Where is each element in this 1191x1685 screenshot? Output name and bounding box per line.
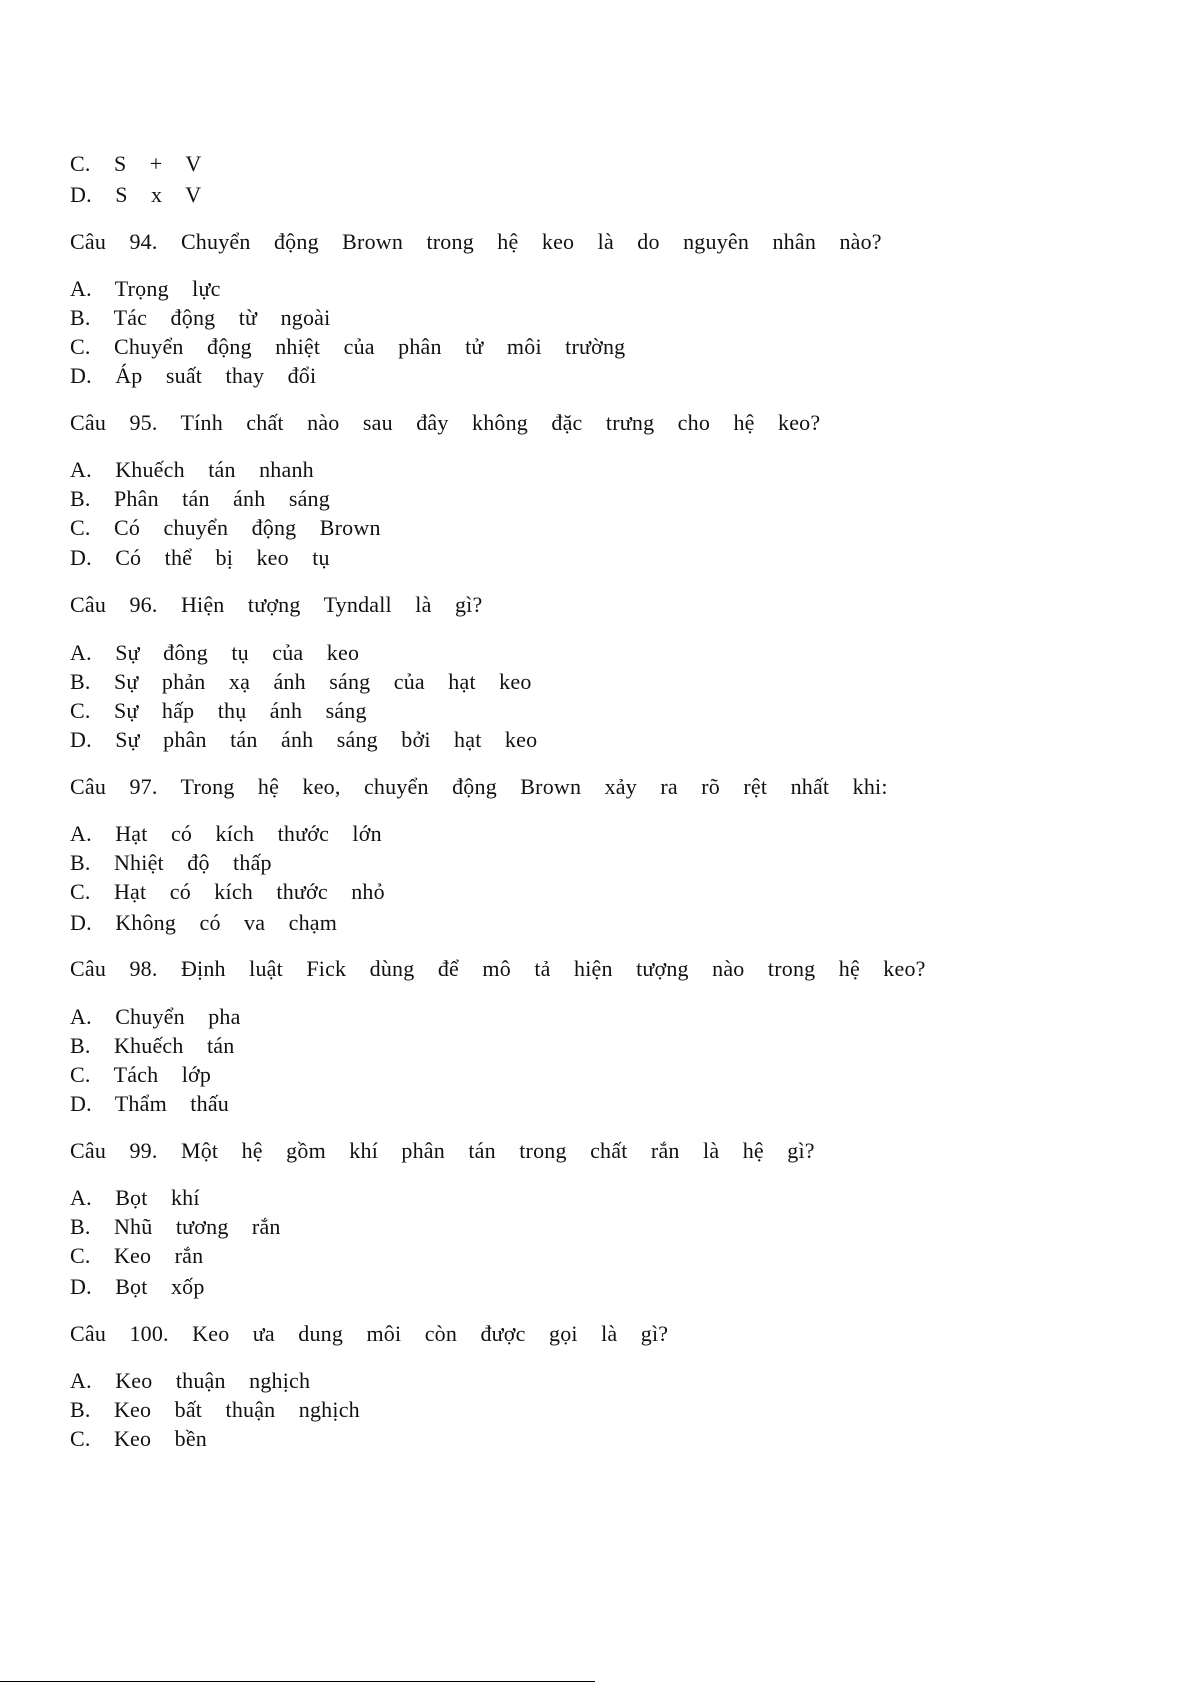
option-line: C. Sự hấp thụ ánh sáng — [70, 698, 367, 723]
option-line: C. Keo bền — [70, 1426, 207, 1451]
option-line: B. Nhũ tương rắn — [70, 1214, 281, 1239]
question-95: Câu 95. Tính chất nào sau đây không đặc trưng cho hệ keo? — [70, 410, 821, 435]
option-line: B. Nhiệt độ thấp — [70, 850, 272, 875]
question-94: Câu 94. Chuyển động Brown trong hệ keo là do nguyên nhân nào? — [70, 229, 882, 254]
option-line: A. Chuyển pha — [70, 1004, 241, 1029]
option-line: B. Tác động từ ngoài — [70, 305, 331, 330]
option-line: C. Tách lớp — [70, 1062, 212, 1087]
option-line: C. Keo rắn — [70, 1243, 204, 1268]
option-line: A. Sự đông tụ của keo — [70, 640, 360, 665]
option-line: B. Keo bất thuận nghịch — [70, 1397, 360, 1422]
option-line: C. S + V — [70, 151, 202, 176]
option-line: D. Thẩm thấu — [70, 1091, 229, 1116]
option-line: A. Hạt có kích thước lớn — [70, 821, 382, 846]
question-99: Câu 99. Một hệ gồm khí phân tán trong chất rắn là hệ gì? — [70, 1138, 815, 1163]
option-line: B. Sự phản xạ ánh sáng của hạt keo — [70, 669, 532, 694]
option-line: B. Phân tán ánh sáng — [70, 486, 330, 511]
option-line: A. Khuếch tán nhanh — [70, 457, 314, 482]
option-line: B. Khuếch tán — [70, 1033, 235, 1058]
option-line: D. Không có va chạm — [70, 910, 338, 935]
option-line: D. Áp suất thay đổi — [70, 363, 317, 388]
option-line: C. Chuyển động nhiệt của phân tử môi trường — [70, 334, 626, 359]
option-line: D. Sự phân tán ánh sáng bởi hạt keo — [70, 727, 538, 752]
question-98: Câu 98. Định luật Fick dùng để mô tả hiện tượng nào trong hệ keo? — [70, 956, 926, 981]
option-line: C. Có chuyển động Brown — [70, 515, 381, 540]
option-line: D. S x V — [70, 182, 202, 207]
option-line: C. Hạt có kích thước nhỏ — [70, 879, 385, 904]
option-line: D. Bọt xốp — [70, 1274, 205, 1299]
option-line: A. Bọt khí — [70, 1185, 200, 1210]
option-line: A. Trọng lực — [70, 276, 221, 301]
footer-divider — [0, 1681, 595, 1682]
question-97: Câu 97. Trong hệ keo, chuyển động Brown xảy ra rõ rệt nhất khi: — [70, 774, 888, 799]
question-96: Câu 96. Hiện tượng Tyndall là gì? — [70, 592, 483, 617]
option-line: D. Có thể bị keo tụ — [70, 545, 330, 570]
option-line: A. Keo thuận nghịch — [70, 1368, 311, 1393]
question-100: Câu 100. Keo ưa dung môi còn được gọi là gì? — [70, 1321, 669, 1346]
